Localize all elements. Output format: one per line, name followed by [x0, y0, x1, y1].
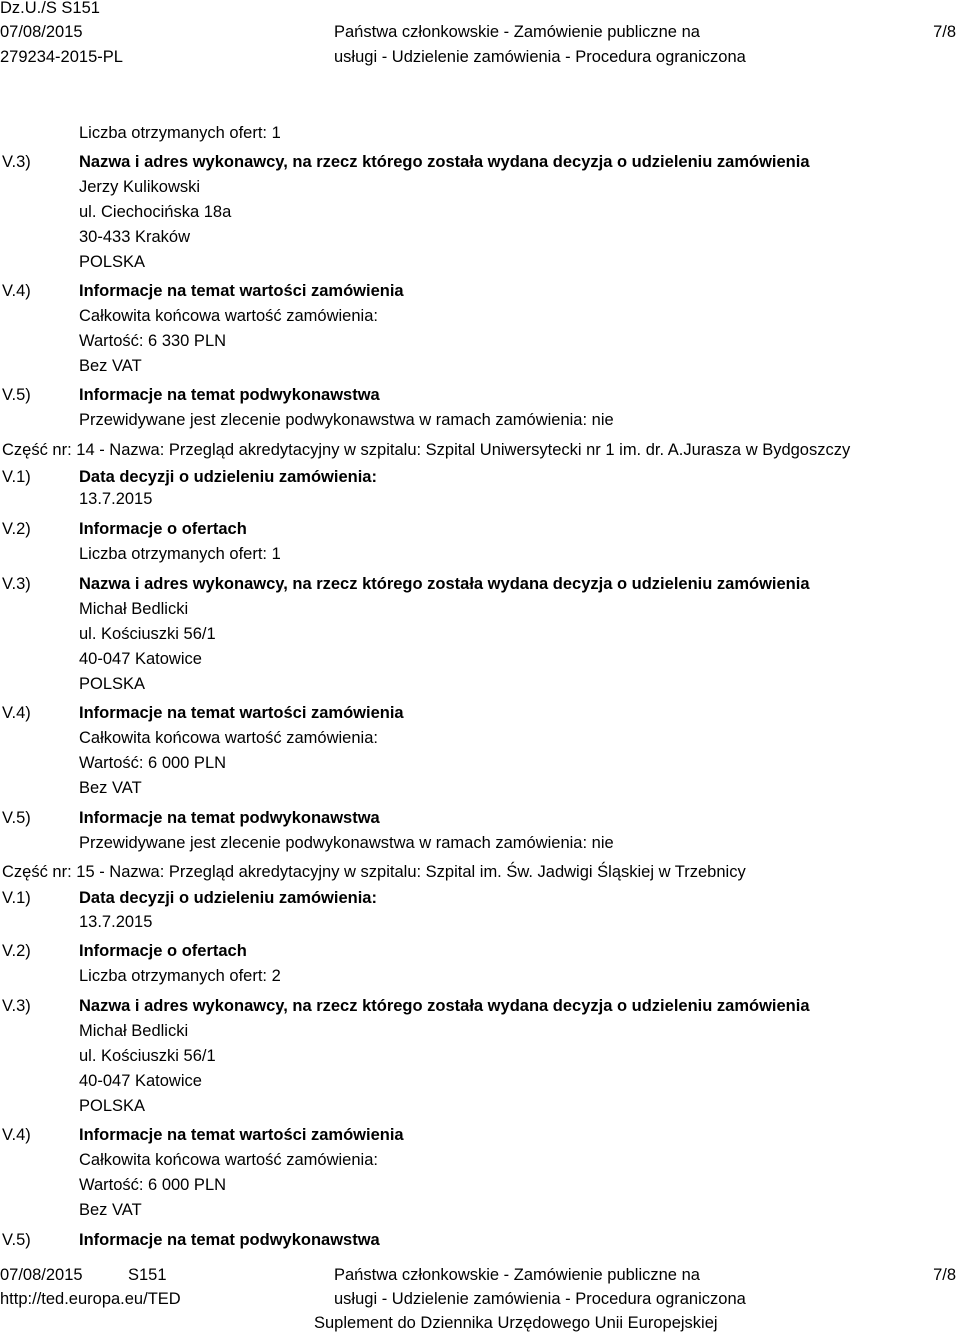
contractor-street: ul. Kościuszki 56/1 — [79, 1047, 216, 1065]
header-notice-id: 279234-2015-PL — [0, 48, 123, 66]
header-title-line1: Państwa członkowskie - Zamówienie publiczne na — [334, 23, 700, 41]
subcontracting-info: Przewidywane jest zlecenie podwykonawstwa w ramach zamówienia: nie — [79, 834, 614, 852]
value-heading: Informacje na temat wartości zamówienia — [79, 282, 404, 300]
footer-ref: S151 — [128, 1266, 167, 1284]
subcontracting-heading: Informacje na temat podwykonawstwa — [79, 1231, 380, 1249]
section-number: V.4) — [2, 282, 31, 300]
subcontracting-heading: Informacje na temat podwykonawstwa — [79, 386, 380, 404]
section-number: V.5) — [2, 809, 31, 827]
offers-count: Liczba otrzymanych ofert: 1 — [79, 124, 281, 142]
header-page-number: 7/8 — [933, 23, 956, 41]
contractor-street: ul. Ciechocińska 18a — [79, 203, 232, 221]
section-number: V.3) — [2, 575, 31, 593]
section-number: V.2) — [2, 520, 31, 538]
decision-date: 13.7.2015 — [79, 490, 153, 508]
contract-value: Wartość: 6 330 PLN — [79, 332, 227, 350]
contractor-city: 40-047 Katowice — [79, 650, 202, 668]
vat-note: Bez VAT — [79, 357, 142, 375]
footer-title-line1: Państwa członkowskie - Zamówienie publiczne na — [334, 1266, 700, 1284]
total-value-label: Całkowita końcowa wartość zamówienia: — [79, 307, 378, 325]
section-number: V.4) — [2, 704, 31, 722]
contract-value: Wartość: 6 000 PLN — [79, 754, 227, 772]
contractor-heading: Nazwa i adres wykonawcy, na rzecz którego została wydana decyzja o udzieleniu zamówienia — [79, 153, 810, 171]
subcontracting-heading: Informacje na temat podwykonawstwa — [79, 809, 380, 827]
subcontracting-info: Przewidywane jest zlecenie podwykonawstwa w ramach zamówienia: nie — [79, 411, 614, 429]
section-number: V.3) — [2, 997, 31, 1015]
section-number: V.3) — [2, 153, 31, 171]
contractor-name: Michał Bedlicki — [79, 1022, 189, 1040]
footer-supplement: Suplement do Dziennika Urzędowego Unii Europejskiej — [314, 1314, 718, 1332]
vat-note: Bez VAT — [79, 1201, 142, 1219]
offers-heading: Informacje o ofertach — [79, 942, 247, 960]
contractor-name: Jerzy Kulikowski — [79, 178, 201, 196]
offers-heading: Informacje o ofertach — [79, 520, 247, 538]
footer-title-line2: usługi - Udzielenie zamówienia - Procedura ograniczona — [334, 1290, 746, 1308]
header-title-line2: usługi - Udzielenie zamówienia - Procedura ograniczona — [334, 48, 746, 66]
contractor-street: ul. Kościuszki 56/1 — [79, 625, 216, 643]
footer-date: 07/08/2015 — [0, 1266, 83, 1284]
decision-date-heading: Data decyzji o udzieleniu zamówienia: — [79, 889, 377, 907]
total-value-label: Całkowita końcowa wartość zamówienia: — [79, 729, 378, 747]
decision-date: 13.7.2015 — [79, 913, 153, 931]
total-value-label: Całkowita końcowa wartość zamówienia: — [79, 1151, 378, 1169]
contractor-country: POLSKA — [79, 1097, 146, 1115]
contractor-heading: Nazwa i adres wykonawcy, na rzecz którego została wydana decyzja o udzieleniu zamówienia — [79, 575, 810, 593]
contractor-country: POLSKA — [79, 675, 146, 693]
offers-count: Liczba otrzymanych ofert: 2 — [79, 967, 281, 985]
contractor-city: 40-047 Katowice — [79, 1072, 202, 1090]
footer-url[interactable]: http://ted.europa.eu/TED — [0, 1290, 181, 1308]
lot-title: Część nr: 15 - Nazwa: Przegląd akredytacyjny w szpitalu: Szpital im. Św. Jadwigi Śląskiej w Trzebnicy — [2, 863, 746, 881]
contract-value: Wartość: 6 000 PLN — [79, 1176, 227, 1194]
section-number: V.5) — [2, 1231, 31, 1249]
value-heading: Informacje na temat wartości zamówienia — [79, 704, 404, 722]
lot-title: Część nr: 14 - Nazwa: Przegląd akredytacyjny w szpitalu: Szpital Uniwersytecki nr 1 im. dr. A.Jurasza w Bydgoszczy — [2, 441, 851, 459]
vat-note: Bez VAT — [79, 779, 142, 797]
contractor-heading: Nazwa i adres wykonawcy, na rzecz którego została wydana decyzja o udzieleniu zamówienia — [79, 997, 810, 1015]
offers-count: Liczba otrzymanych ofert: 1 — [79, 545, 281, 563]
contractor-name: Michał Bedlicki — [79, 600, 189, 618]
header-date: 07/08/2015 — [0, 23, 83, 41]
section-number: V.2) — [2, 942, 31, 960]
section-number: V.1) — [2, 889, 31, 907]
section-number: V.1) — [2, 468, 31, 486]
value-heading: Informacje na temat wartości zamówienia — [79, 1126, 404, 1144]
decision-date-heading: Data decyzji o udzieleniu zamówienia: — [79, 468, 377, 486]
section-number: V.4) — [2, 1126, 31, 1144]
footer-page-number: 7/8 — [933, 1266, 956, 1284]
contractor-city: 30-433 Kraków — [79, 228, 190, 246]
contractor-country: POLSKA — [79, 253, 146, 271]
section-number: V.5) — [2, 386, 31, 404]
header-journal-ref: Dz.U./S S151 — [0, 0, 100, 17]
